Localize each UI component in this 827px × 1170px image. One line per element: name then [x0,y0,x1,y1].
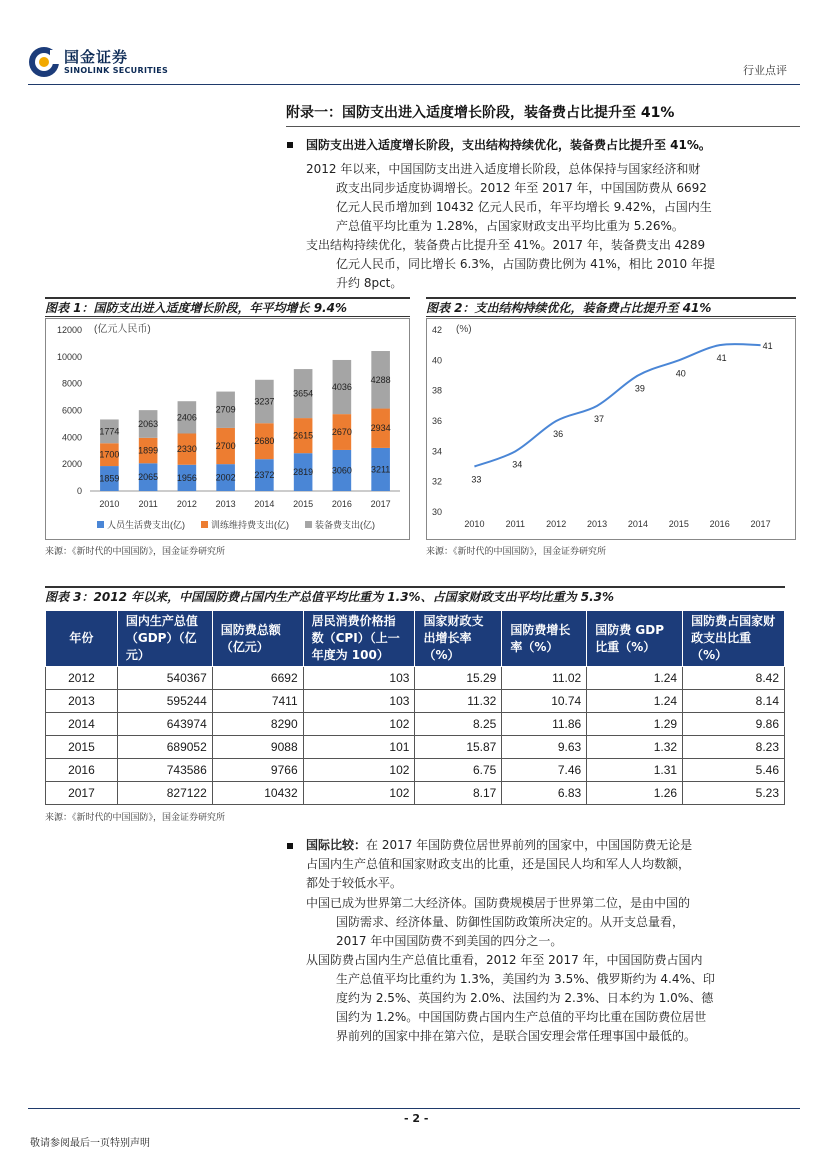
text-line: 亿元人民币，同比增长 6.3%，占国防费比例为 41%，相比 2010 年提 [336,257,715,271]
value-cell: 8.42 [683,667,785,690]
value-cell: 689052 [117,736,212,759]
y-tick-label: 38 [431,385,442,396]
x-tick-label: 2017 [370,499,391,509]
value-cell: 6.75 [415,759,502,782]
value-cell: 643974 [117,713,212,736]
legend-swatch [305,521,312,528]
value-cell: 1.29 [587,713,683,736]
y-tick-label: 34 [431,446,442,457]
value-cell: 1.24 [587,667,683,690]
column-header-defense-growth: 国防费增长率（%） [502,611,587,667]
unit-label: (%) [456,324,472,335]
data-label: 3211 [370,464,391,475]
column-header-cpi: 居民消费价格指数（CPI）（上一年度为 100） [303,611,415,667]
value-cell: 10432 [212,782,303,805]
data-label: 1700 [99,449,120,460]
value-cell: 6.83 [502,782,587,805]
text-line: 国防需求、经济体量、防御性国防政策所决定的。从开支总量看， [336,915,685,929]
data-label: 37 [594,413,605,424]
intro-bullet-heading: 国防支出进入适度增长阶段，支出结构持续优化，装备费占比提升至 41%。 [306,138,711,152]
logo-chinese-name: 国金证券 [64,48,129,66]
text-line: 从国防费占国内生产总值比重看，2012 年至 2017 年，中国国防费占国内 [306,953,703,967]
value-cell: 11.32 [415,690,502,713]
legend-label: 装备费支出(亿) [315,520,375,530]
y-tick-label: 4000 [61,432,82,443]
table-row [46,736,785,759]
year-cell: 2017 [46,782,118,805]
column-header-fiscal-share: 国防费占国家财政支出比重（%） [683,611,785,667]
logo-english-name: SINOLINK SECURITIES [64,66,169,75]
x-tick-label: 2013 [587,519,608,529]
data-label: 2709 [215,404,236,415]
section-divider [286,126,800,127]
y-tick-label: 36 [431,416,442,426]
section-title: 附录一：国防支出进入适度增长阶段，装备费占比提升至 41% [286,105,675,121]
text-line: 生产总值平均比重约为 1.3%，美国约为 3.5%、俄罗斯约为 4.4%、印 [336,972,715,986]
value-cell: 1.26 [587,782,683,805]
x-tick-label: 2010 [464,519,485,529]
value-cell: 1.32 [587,736,683,759]
bullet-square-icon [287,142,293,148]
table-row [46,667,785,690]
x-tick-label: 2012 [546,519,567,529]
data-label: 2615 [293,430,314,441]
defense-budget-table [45,610,785,805]
text-line: 国约为 1.2%。中国国防费占国内生产总值的平均比重在国防费位居世 [336,1010,707,1024]
page-number: - 2 - [404,1112,429,1125]
value-cell: 102 [303,782,415,805]
x-tick-label: 2012 [176,499,197,509]
value-cell: 9.63 [502,736,587,759]
data-label: 2406 [176,412,197,423]
value-cell: 7.46 [502,759,587,782]
text-line: 中国已成为世界第二大经济体。国防费规模居于世界第二位，是由中国的 [306,896,691,910]
data-label: 1859 [99,473,120,484]
unit-label: (亿元人民币) [94,324,151,335]
value-cell: 1.24 [587,690,683,713]
data-label: 41 [716,353,727,364]
column-header-defense-total: 国防费总额（亿元） [212,611,303,667]
text-line: 亿元人民币增加到 10432 亿元人民币，年平均增长 9.42%，占国内生 [336,200,712,214]
value-cell: 8.14 [683,690,785,713]
value-cell: 15.87 [415,736,502,759]
data-label: 41 [762,341,773,352]
data-label: 3237 [254,396,275,407]
text-line: 度约为 2.5%、英国约为 2.0%、法国约为 2.3%、日本约为 1.0%、德 [336,991,714,1005]
data-label: 3654 [293,388,314,399]
data-label: 2330 [176,444,197,455]
table-row [46,759,785,782]
intro-paragraph-2 [306,236,715,293]
text-line: 2012 年以来，中国国防支出进入适度增长阶段，总体保持与国家经济和财 [306,162,701,176]
data-label: 2065 [138,472,159,483]
table-row [46,713,785,736]
x-tick-label: 2014 [254,499,275,509]
value-cell: 827122 [117,782,212,805]
value-cell: 595244 [117,690,212,713]
data-label: 2680 [254,436,275,447]
data-label: 3060 [331,465,352,476]
intl-paragraph-2 [306,951,715,1046]
document-type-label: 行业点评 [743,64,787,77]
column-header-year: 年份 [46,611,118,667]
figure1-title-rule [45,316,410,317]
y-tick-label: 32 [431,476,442,487]
value-cell: 7411 [212,690,303,713]
value-cell: 102 [303,759,415,782]
value-cell: 9088 [212,736,303,759]
y-tick-label: 12000 [56,325,82,335]
value-cell: 103 [303,690,415,713]
data-label: 2002 [215,472,236,483]
data-label: 2700 [215,441,236,452]
value-cell: 743586 [117,759,212,782]
data-label: 2934 [370,423,391,434]
legend-label: 人员生活费支出(亿) [107,520,185,530]
data-label: 1774 [99,426,120,437]
chart-frame [427,319,796,540]
value-cell: 8.23 [683,736,785,759]
value-cell: 102 [303,713,415,736]
text-line: 界前列的国家中排在第六位，是联合国安理会常任理事国中最低的。 [336,1029,697,1043]
data-label: 4288 [370,374,391,385]
value-cell: 9766 [212,759,303,782]
y-tick-label: 0 [76,486,82,496]
data-label: 36 [553,429,564,439]
value-cell: 5.46 [683,759,785,782]
y-tick-label: 8000 [61,378,82,389]
data-label: 2372 [254,470,275,481]
legend-swatch [97,521,104,528]
footer-divider [28,1108,800,1109]
text-line: 在 2017 年国防费位居世界前列的国家中，中国国防费无论是 [366,838,693,852]
column-header-gdp-share: 国防费 GDP 比重（%） [587,611,683,667]
legend-label: 训练维持费支出(亿) [211,520,289,530]
y-tick-label: 42 [431,325,442,335]
x-tick-label: 2013 [215,499,236,509]
value-cell: 540367 [117,667,212,690]
value-cell: 101 [303,736,415,759]
table-header-row [46,611,785,667]
text-line: 支出结构持续优化，装备费占比提升至 41%。2017 年，装备费支出 4289 [306,238,706,252]
x-tick-label: 2014 [627,519,648,529]
text-line: 都处于较低水平。 [306,876,403,890]
column-header-gdp: 国内生产总值（GDP）（亿元） [117,611,212,667]
x-tick-label: 2017 [750,519,771,529]
text-line: 占国内生产总值和国家财政支出的比重，还是国民人均和军人人均数额， [306,857,691,871]
value-cell: 10.74 [502,690,587,713]
year-cell: 2014 [46,713,118,736]
year-cell: 2016 [46,759,118,782]
x-tick-label: 2015 [293,499,314,509]
text-line: 政支出同步适度协调增长。2012 年至 2017 年，中国国防费从 6692 [336,181,707,195]
figure2-title: 图表 2：支出结构持续优化，装备费占比提升至 41% [426,301,712,315]
text-line: 产总值平均比重为 1.28%，占国家财政支出平均比重为 5.26%。 [336,219,684,233]
disclaimer-note: 敬请参阅最后一页特别声明 [30,1138,150,1149]
intl-bullet-label: 国际比较： [306,838,367,852]
intl-paragraph-1 [306,894,690,951]
x-tick-label: 2011 [138,499,158,509]
table3-title: 图表 3：2012 年以来，中国国防费占国内生产总值平均比重为 1.3%、占国家财政支出平均比重为 5.3% [45,590,615,604]
value-cell: 11.86 [502,713,587,736]
intl-bullet-block [306,836,692,893]
figure2-source: 来源：《新时代的中国国防》，国金证券研究所 [426,547,607,557]
x-tick-label: 2010 [99,499,120,509]
line-chart [426,318,796,540]
bullet-square-icon [287,843,293,849]
value-cell: 1.31 [587,759,683,782]
table-row [46,782,785,805]
column-header-fiscal-growth: 国家财政支出增长率（%） [415,611,502,667]
figure1-title: 图表 1：国防支出进入适度增长阶段，年平均增长 9.4% [45,301,347,315]
value-cell: 103 [303,667,415,690]
value-cell: 6692 [212,667,303,690]
y-tick-label: 6000 [61,405,82,416]
figure1-source: 来源：《新时代的中国国防》，国金证券研究所 [45,547,226,557]
x-tick-label: 2016 [709,519,730,529]
data-label: 40 [675,368,686,379]
value-cell: 8290 [212,713,303,736]
sinolink-logo-icon [28,46,60,78]
table3-source: 来源：《新时代的中国国防》，国金证券研究所 [45,813,226,823]
x-tick-label: 2016 [331,499,352,509]
value-cell: 15.29 [415,667,502,690]
data-label: 2063 [138,418,159,429]
year-cell: 2015 [46,736,118,759]
x-tick-label: 2011 [505,519,525,529]
value-cell: 5.23 [683,782,785,805]
y-tick-label: 2000 [61,459,82,470]
header-divider [28,84,800,85]
data-label: 39 [634,383,645,394]
text-line: 2017 年中国国防费不到美国的四分之一。 [336,934,563,948]
legend-swatch [201,521,208,528]
figure2-title-rule [426,316,796,317]
data-label: 1956 [176,472,197,483]
y-tick-label: 30 [431,507,442,517]
data-label: 33 [471,474,482,485]
value-cell: 9.86 [683,713,785,736]
x-tick-label: 2015 [668,519,689,529]
value-cell: 8.25 [415,713,502,736]
data-label: 34 [512,459,523,470]
data-label: 1899 [138,445,159,456]
data-label: 2670 [331,427,352,438]
data-label: 4036 [331,382,352,393]
stacked-bar-chart [45,318,410,540]
y-tick-label: 40 [431,355,442,366]
value-cell: 11.02 [502,667,587,690]
text-line: 升约 8pct。 [336,276,403,290]
data-label: 2819 [293,467,314,478]
value-cell: 8.17 [415,782,502,805]
year-cell: 2013 [46,690,118,713]
table-row [46,690,785,713]
intro-paragraph-1 [306,160,712,236]
year-cell: 2012 [46,667,118,690]
y-tick-label: 10000 [56,351,82,362]
